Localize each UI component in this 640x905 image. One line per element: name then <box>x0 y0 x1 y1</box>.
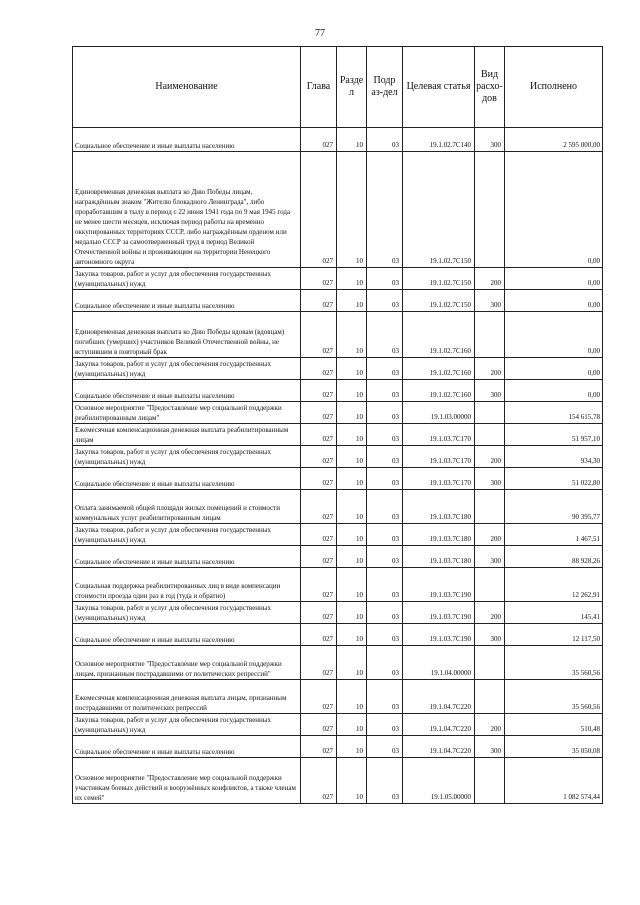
row-celevaya-cell: 19.1.03.7С170 <box>403 468 475 490</box>
row-razdel-cell: 10 <box>337 380 367 402</box>
table-row <box>73 290 603 312</box>
row-ispolneno-cell: 51 957,10 <box>505 424 603 446</box>
row-ispolneno-cell: 0,00 <box>505 312 603 358</box>
row-podrazdel-cell: 03 <box>367 758 403 804</box>
row-name-cell: Единовременная денежная выплата ко Дню Победы вдовам (вдовцам) погибших (умерших) участников Великой Отечественной войны, не вступившим в повторный брак <box>73 312 301 358</box>
row-ispolneno-cell: 0,00 <box>505 290 603 312</box>
table-body <box>73 128 603 804</box>
row-ispolneno-cell: 1 467,51 <box>505 524 603 546</box>
row-name-cell: Основное мероприятие "Предоставление мер социальной поддержки реабилитированным лицам" <box>73 402 301 424</box>
row-glava-cell: 027 <box>301 402 337 424</box>
row-ispolneno-cell: 0,00 <box>505 380 603 402</box>
row-celevaya-cell: 19.1.02.7С160 <box>403 312 475 358</box>
row-vid-cell: 200 <box>475 714 505 736</box>
row-celevaya-cell: 19.1.03.7С190 <box>403 624 475 646</box>
row-celevaya-cell: 19.1.02.7С160 <box>403 358 475 380</box>
row-celevaya-cell: 19.1.03.7С180 <box>403 546 475 568</box>
row-razdel-cell: 10 <box>337 680 367 714</box>
row-podrazdel-cell: 03 <box>367 424 403 446</box>
row-name-cell: Закупка товаров, работ и услуг для обеспечения государственных (муниципальных) нужд <box>73 602 301 624</box>
row-celevaya-cell: 19.1.03.7С170 <box>403 446 475 468</box>
row-podrazdel-cell: 03 <box>367 624 403 646</box>
table-row <box>73 380 603 402</box>
table-row <box>73 546 603 568</box>
row-ispolneno-cell: 90 395,77 <box>505 490 603 524</box>
table-row <box>73 268 603 290</box>
header-celevaya: Целевая статья <box>403 47 475 128</box>
row-name-cell: Основное мероприятие "Предоставление мер социальной поддержки лицам, признанным пострадавшими от политических репрессий" <box>73 646 301 680</box>
row-vid-cell <box>475 312 505 358</box>
row-name-cell: Закупка товаров, работ и услуг для обеспечения государственных (муниципальных) нужд <box>73 524 301 546</box>
row-podrazdel-cell: 03 <box>367 380 403 402</box>
row-name-cell: Оплата занимаемой общей площади жилых помещений и стоимости коммунальных услуг реабилитированным лицам <box>73 490 301 524</box>
row-vid-cell <box>475 152 505 268</box>
row-glava-cell: 027 <box>301 546 337 568</box>
row-glava-cell: 027 <box>301 128 337 152</box>
table-row <box>73 152 603 268</box>
row-razdel-cell: 10 <box>337 268 367 290</box>
row-vid-cell <box>475 568 505 602</box>
row-celevaya-cell: 19.1.04.00000 <box>403 646 475 680</box>
header-ispolneno: Исполнено <box>505 47 603 128</box>
row-celevaya-cell: 19.1.03.7С180 <box>403 490 475 524</box>
page-number: 77 <box>315 28 325 39</box>
row-ispolneno-cell: 88 928,26 <box>505 546 603 568</box>
table-row <box>73 568 603 602</box>
table-row <box>73 646 603 680</box>
row-podrazdel-cell: 03 <box>367 546 403 568</box>
row-glava-cell: 027 <box>301 736 337 758</box>
table-row <box>73 624 603 646</box>
row-razdel-cell: 10 <box>337 152 367 268</box>
row-name-cell: Ежемесячная компенсационная денежная выплата лицам, признанным пострадавшими от политических репрессий <box>73 680 301 714</box>
row-glava-cell: 027 <box>301 646 337 680</box>
row-vid-cell <box>475 424 505 446</box>
row-ispolneno-cell: 2 595 000,00 <box>505 128 603 152</box>
row-name-cell: Единовременная денежная выплата ко Дню Победы лицам, награждённым знаком "Жителю блокадного Ленинграда", либо проработавшим в тылу в период с 22 июня 1941 года по 9 мая 1945 года не менее шести месяцев, исключая период работы на временно оккупированных территориях СССР, либо награждённым орденом или медалью СССР за самоотверженный труд в период Великой Отечественной войны и проживающим на территории Ненецкого автономного округа <box>73 152 301 268</box>
row-razdel-cell: 10 <box>337 736 367 758</box>
row-glava-cell: 027 <box>301 358 337 380</box>
row-razdel-cell: 10 <box>337 424 367 446</box>
row-celevaya-cell: 19.1.02.7С150 <box>403 152 475 268</box>
header-name: Наименование <box>73 47 301 128</box>
row-podrazdel-cell: 03 <box>367 358 403 380</box>
row-name-cell: Социальное обеспечение и иные выплаты населению <box>73 468 301 490</box>
row-ispolneno-cell: 51 022,80 <box>505 468 603 490</box>
row-name-cell: Основное мероприятие "Предоставление мер социальной поддержки участникам боевых действий и вооружённых конфликтов, а также членам их семей" <box>73 758 301 804</box>
row-podrazdel-cell: 03 <box>367 152 403 268</box>
row-name-cell: Социальное обеспечение и иные выплаты населению <box>73 546 301 568</box>
table-row <box>73 680 603 714</box>
row-name-cell: Закупка товаров, работ и услуг для обеспечения государственных (муниципальных) нужд <box>73 714 301 736</box>
table-row <box>73 758 603 804</box>
row-razdel-cell: 10 <box>337 312 367 358</box>
row-vid-cell: 200 <box>475 524 505 546</box>
row-name-cell: Социальное обеспечение и иные выплаты населению <box>73 290 301 312</box>
row-celevaya-cell: 19.1.03.7С170 <box>403 424 475 446</box>
table-row <box>73 424 603 446</box>
table-row <box>73 312 603 358</box>
table-row <box>73 602 603 624</box>
table-row <box>73 446 603 468</box>
row-razdel-cell: 10 <box>337 624 367 646</box>
row-name-cell: Ежемесячная компенсационная денежная выплата реабилитированным лицам <box>73 424 301 446</box>
row-vid-cell: 300 <box>475 546 505 568</box>
row-podrazdel-cell: 03 <box>367 646 403 680</box>
row-vid-cell: 300 <box>475 624 505 646</box>
row-vid-cell: 300 <box>475 380 505 402</box>
table-row <box>73 128 603 152</box>
row-ispolneno-cell: 35 050,08 <box>505 736 603 758</box>
row-podrazdel-cell: 03 <box>367 736 403 758</box>
row-glava-cell: 027 <box>301 152 337 268</box>
row-glava-cell: 027 <box>301 714 337 736</box>
header-glava: Глава <box>301 47 337 128</box>
row-podrazdel-cell: 03 <box>367 402 403 424</box>
row-celevaya-cell: 19.1.03.00000 <box>403 402 475 424</box>
table-row <box>73 402 603 424</box>
table-row <box>73 736 603 758</box>
row-podrazdel-cell: 03 <box>367 714 403 736</box>
row-vid-cell <box>475 646 505 680</box>
row-celevaya-cell: 19.1.02.7С150 <box>403 268 475 290</box>
table-row <box>73 358 603 380</box>
row-vid-cell: 200 <box>475 602 505 624</box>
header-razdel: Разде л <box>337 47 367 128</box>
row-vid-cell: 300 <box>475 290 505 312</box>
row-glava-cell: 027 <box>301 680 337 714</box>
row-razdel-cell: 10 <box>337 446 367 468</box>
row-name-cell: Закупка товаров, работ и услуг для обеспечения государственных (муниципальных) нужд <box>73 446 301 468</box>
row-vid-cell <box>475 402 505 424</box>
row-celevaya-cell: 19.1.03.7С190 <box>403 568 475 602</box>
row-razdel-cell: 10 <box>337 524 367 546</box>
header-podrazdel: Подр аз-дел <box>367 47 403 128</box>
row-razdel-cell: 10 <box>337 468 367 490</box>
row-celevaya-cell: 19.1.02.7С150 <box>403 290 475 312</box>
row-glava-cell: 027 <box>301 624 337 646</box>
row-name-cell: Социальное обеспечение и иные выплаты населению <box>73 624 301 646</box>
table-row <box>73 490 603 524</box>
row-ispolneno-cell: 145,41 <box>505 602 603 624</box>
row-ispolneno-cell: 1 082 574,44 <box>505 758 603 804</box>
row-podrazdel-cell: 03 <box>367 490 403 524</box>
row-razdel-cell: 10 <box>337 714 367 736</box>
table-row <box>73 524 603 546</box>
row-ispolneno-cell: 0,00 <box>505 358 603 380</box>
row-name-cell: Социальная поддержка реабилитированных лиц в виде компенсации стоимости проезда один раз в год (туда и обратно) <box>73 568 301 602</box>
row-ispolneno-cell: 35 560,56 <box>505 680 603 714</box>
row-podrazdel-cell: 03 <box>367 602 403 624</box>
row-name-cell: Закупка товаров, работ и услуг для обеспечения государственных (муниципальных) нужд <box>73 358 301 380</box>
row-razdel-cell: 10 <box>337 546 367 568</box>
row-ispolneno-cell: 0,00 <box>505 268 603 290</box>
row-ispolneno-cell: 154 615,78 <box>505 402 603 424</box>
row-vid-cell: 300 <box>475 468 505 490</box>
row-podrazdel-cell: 03 <box>367 268 403 290</box>
row-glava-cell: 027 <box>301 468 337 490</box>
table-header-row <box>73 47 603 128</box>
row-glava-cell: 027 <box>301 568 337 602</box>
row-celevaya-cell: 19.1.03.7С190 <box>403 602 475 624</box>
row-celevaya-cell: 19.1.04.7С220 <box>403 680 475 714</box>
row-celevaya-cell: 19.1.04.7С220 <box>403 736 475 758</box>
row-vid-cell: 200 <box>475 358 505 380</box>
row-razdel-cell: 10 <box>337 490 367 524</box>
row-glava-cell: 027 <box>301 424 337 446</box>
row-ispolneno-cell: 0,00 <box>505 152 603 268</box>
row-ispolneno-cell: 934,30 <box>505 446 603 468</box>
row-name-cell: Закупка товаров, работ и услуг для обеспечения государственных (муниципальных) нужд <box>73 268 301 290</box>
row-glava-cell: 027 <box>301 380 337 402</box>
row-vid-cell <box>475 758 505 804</box>
row-razdel-cell: 10 <box>337 402 367 424</box>
row-glava-cell: 027 <box>301 268 337 290</box>
row-name-cell: Социальное обеспечение и иные выплаты населению <box>73 380 301 402</box>
row-glava-cell: 027 <box>301 312 337 358</box>
row-vid-cell: 300 <box>475 128 505 152</box>
row-razdel-cell: 10 <box>337 646 367 680</box>
row-vid-cell: 200 <box>475 446 505 468</box>
header-vid: Вид расхо- дов <box>475 47 505 128</box>
row-razdel-cell: 10 <box>337 602 367 624</box>
row-vid-cell <box>475 490 505 524</box>
row-podrazdel-cell: 03 <box>367 312 403 358</box>
row-ispolneno-cell: 12 262,91 <box>505 568 603 602</box>
row-name-cell: Социальное обеспечение и иные выплаты населению <box>73 128 301 152</box>
row-vid-cell: 200 <box>475 268 505 290</box>
row-glava-cell: 027 <box>301 602 337 624</box>
row-glava-cell: 027 <box>301 290 337 312</box>
row-podrazdel-cell: 03 <box>367 446 403 468</box>
row-podrazdel-cell: 03 <box>367 524 403 546</box>
row-name-cell: Социальное обеспечение и иные выплаты населению <box>73 736 301 758</box>
row-razdel-cell: 10 <box>337 128 367 152</box>
row-glava-cell: 027 <box>301 446 337 468</box>
row-ispolneno-cell: 510,48 <box>505 714 603 736</box>
row-ispolneno-cell: 12 117,50 <box>505 624 603 646</box>
row-celevaya-cell: 19.1.05.00000 <box>403 758 475 804</box>
row-razdel-cell: 10 <box>337 568 367 602</box>
row-razdel-cell: 10 <box>337 758 367 804</box>
row-glava-cell: 027 <box>301 490 337 524</box>
row-ispolneno-cell: 35 560,56 <box>505 646 603 680</box>
row-vid-cell: 300 <box>475 736 505 758</box>
row-celevaya-cell: 19.1.02.7С140 <box>403 128 475 152</box>
row-vid-cell <box>475 680 505 714</box>
row-glava-cell: 027 <box>301 758 337 804</box>
row-podrazdel-cell: 03 <box>367 680 403 714</box>
table-row <box>73 468 603 490</box>
row-podrazdel-cell: 03 <box>367 128 403 152</box>
row-razdel-cell: 10 <box>337 290 367 312</box>
row-glava-cell: 027 <box>301 524 337 546</box>
budget-table <box>72 46 603 804</box>
table-row <box>73 714 603 736</box>
row-podrazdel-cell: 03 <box>367 568 403 602</box>
row-podrazdel-cell: 03 <box>367 468 403 490</box>
row-podrazdel-cell: 03 <box>367 290 403 312</box>
row-celevaya-cell: 19.1.02.7С160 <box>403 380 475 402</box>
row-celevaya-cell: 19.1.03.7С180 <box>403 524 475 546</box>
row-celevaya-cell: 19.1.04.7С220 <box>403 714 475 736</box>
row-razdel-cell: 10 <box>337 358 367 380</box>
